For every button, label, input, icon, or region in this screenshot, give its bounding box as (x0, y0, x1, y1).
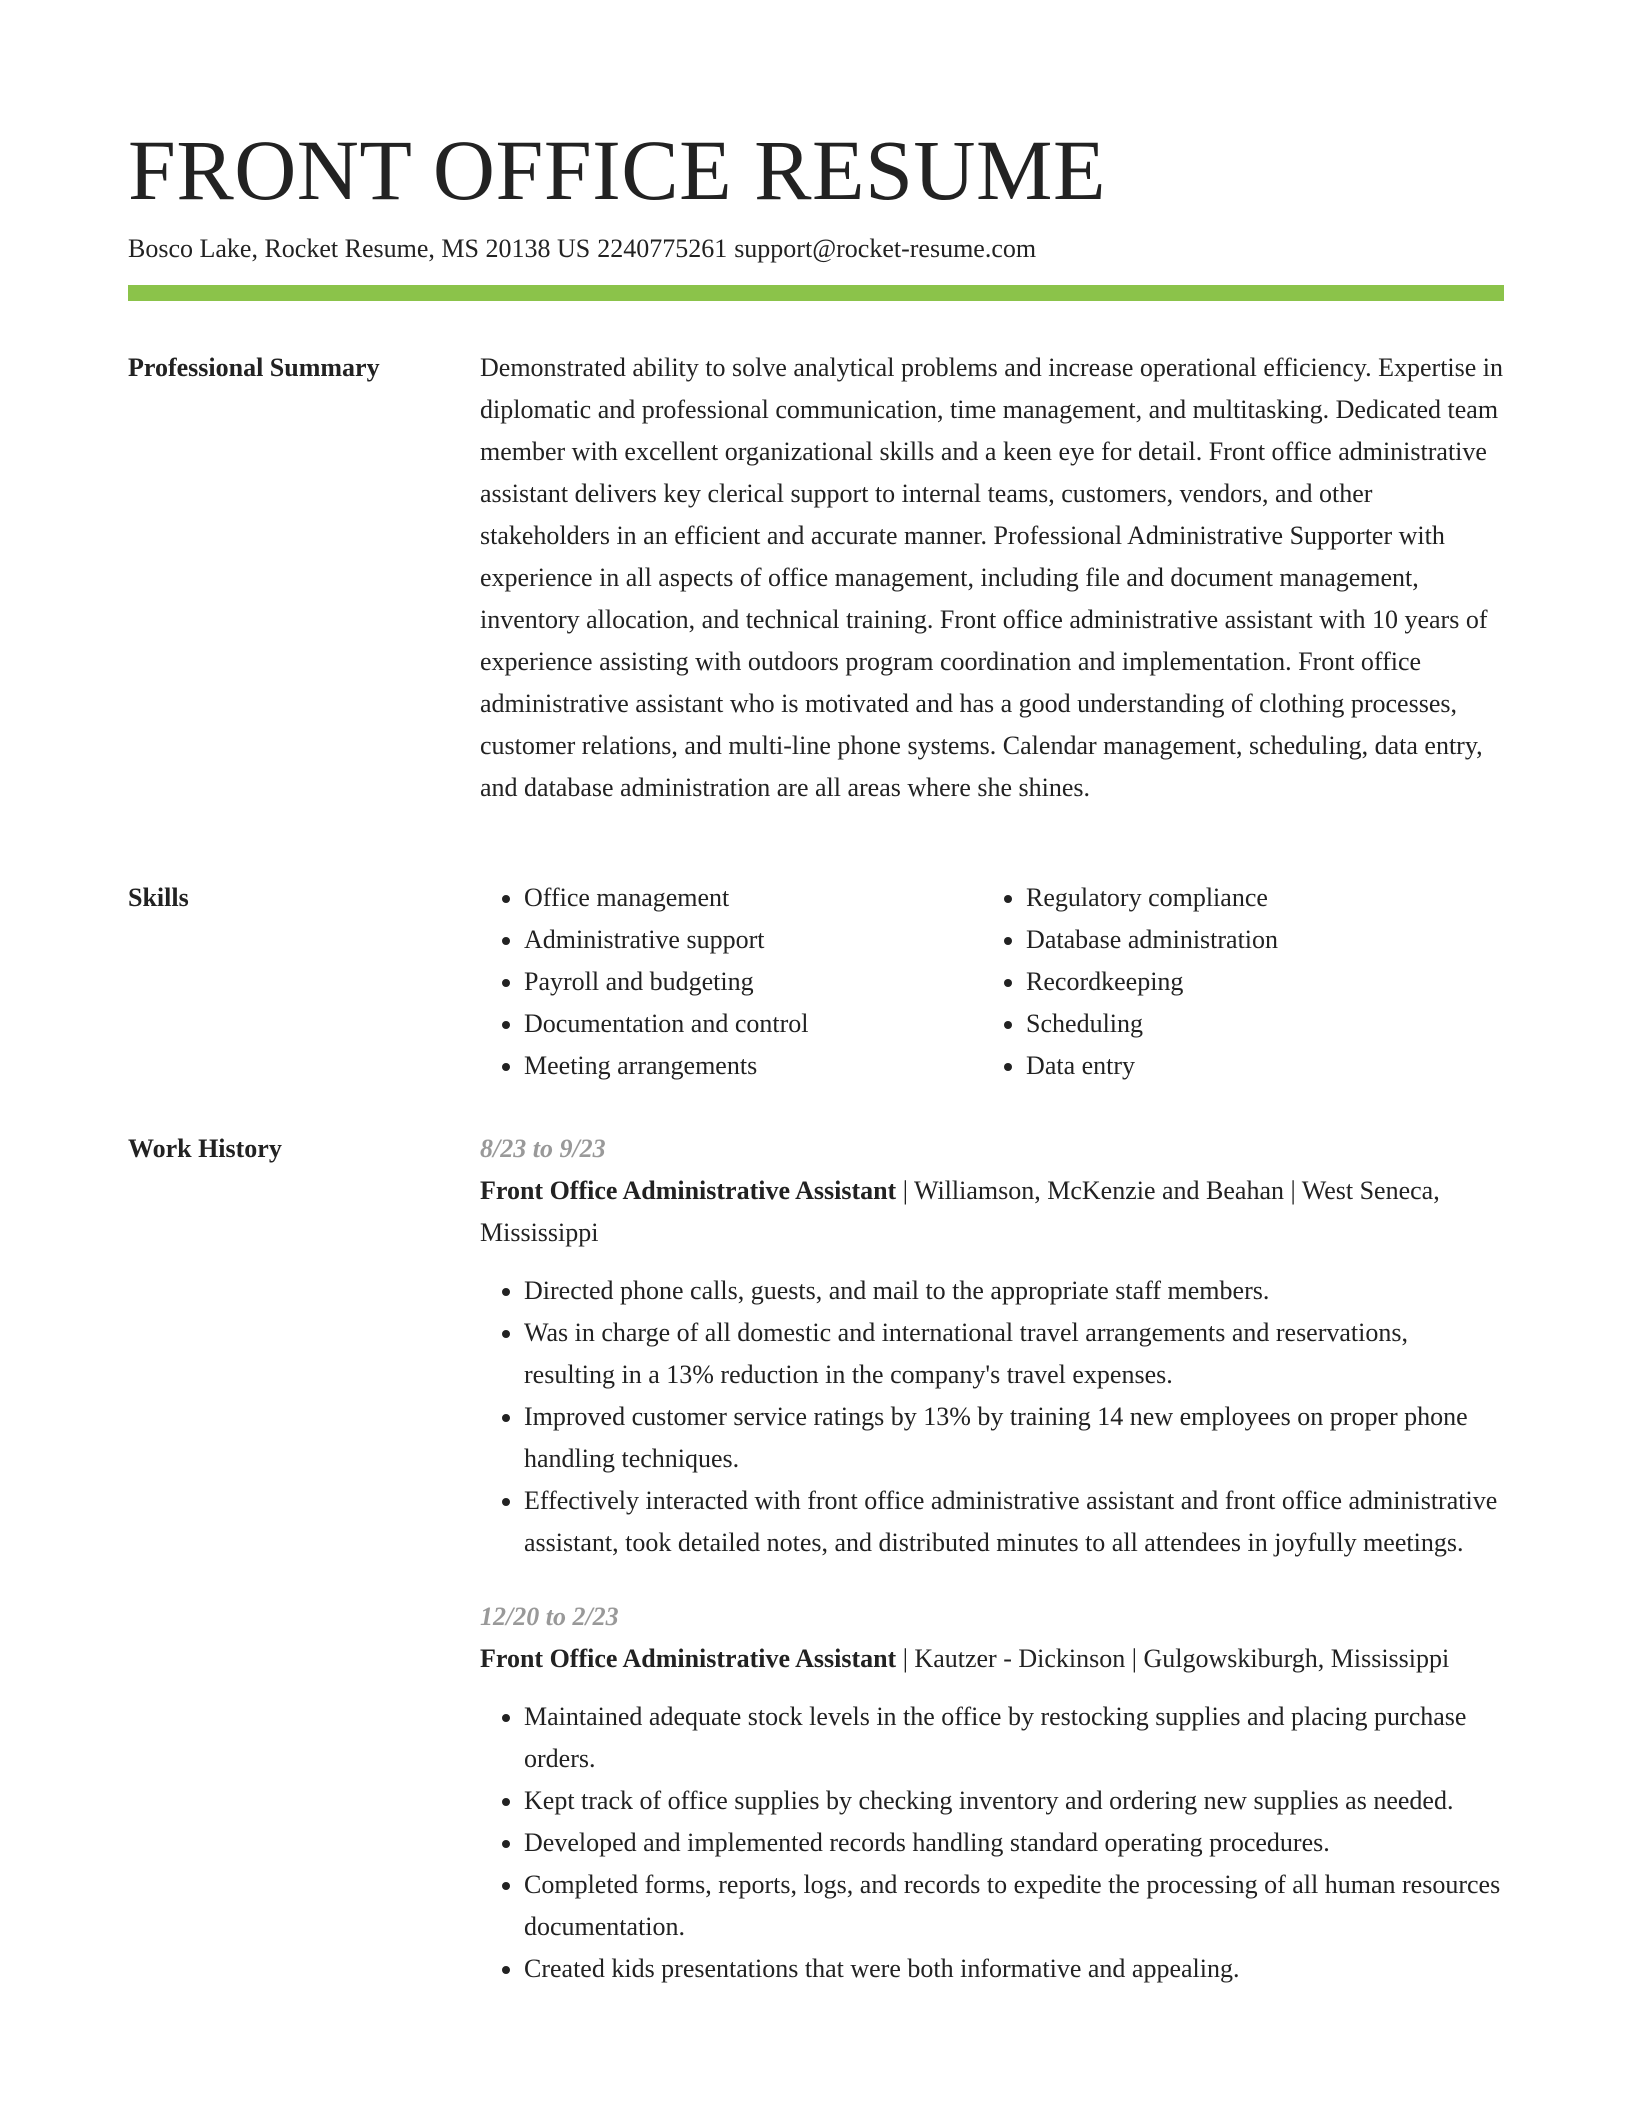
skills-list-left (480, 877, 982, 1087)
job-entry (480, 1596, 1504, 1990)
job-bullet: • Was in charge of all domestic and international travel arrangements and reservations, resulting in a 13% reduction in the company's travel expenses. (524, 1312, 1504, 1396)
skill-item: • Recordkeeping (1026, 961, 1504, 1003)
resume-title: FRONT OFFICE RESUME (128, 122, 1107, 218)
header-divider (128, 285, 1504, 301)
job-employer-location: | Kautzer - Dickinson | Gulgowskiburgh, Mississippi (896, 1644, 1450, 1673)
job-bullet: • Developed and implemented records handling standard operating procedures. (524, 1822, 1504, 1864)
job-bullet: • Effectively interacted with front office administrative assistant and front office administrative assistant, took detailed notes, and distributed minutes to all attendees in joyfully meetings. (524, 1480, 1504, 1564)
skill-item: • Regulatory compliance (1026, 877, 1504, 919)
job-bullets (480, 1270, 1504, 1564)
job-dates: 12/20 to 2/23 (480, 1602, 619, 1631)
skill-item: • Scheduling (1026, 1003, 1504, 1045)
job-bullet: • Improved customer service ratings by 13% by training 14 new employees on proper phone handling techniques. (524, 1396, 1504, 1480)
summary-text: Demonstrated ability to solve analytical problems and increase operational efficiency. Expertise in diplomatic and professional communication, time management, and multitasking. Dedicated team member with excellent organizational skills and a keen eye for detail. Front office administrative assistant delivers key clerical support to internal teams, customers, vendors, and other stakeholders in an efficient and accurate manner. Professional Administrative Supporter with experience in all aspects of office management, including file and document management, inventory allocation, and technical training. Front office administrative assistant with 10 years of experience assisting with outdoors program coordination and implementation. Front office administrative assistant who is motivated and has a good understanding of clothing processes, customer relations, and multi-line phone systems. Calendar management, scheduling, data entry, and database administration are all areas where she shines. (480, 353, 1504, 802)
skill-item: • Administrative support (524, 919, 982, 961)
summary-label: Professional Summary (128, 353, 380, 382)
job-heading (480, 1638, 1504, 1680)
job-dates: 8/23 to 9/23 (480, 1134, 606, 1163)
job-bullet: • Completed forms, reports, logs, and records to expedite the processing of all human resources documentation. (524, 1864, 1504, 1948)
skill-item: • Office management (524, 877, 982, 919)
contact-location: Bosco Lake, Rocket Resume, MS 20138 US (128, 234, 591, 263)
job-bullet: • Maintained adequate stock levels in the office by restocking supplies and placing purchase orders. (524, 1696, 1504, 1780)
skill-item: • Documentation and control (524, 1003, 982, 1045)
skills-body (480, 877, 1504, 1087)
job-title: Front Office Administrative Assistant (480, 1644, 897, 1673)
skills-columns (480, 877, 1504, 1087)
skill-item: • Database administration (1026, 919, 1504, 961)
job-bullets (480, 1696, 1504, 1990)
job-bullet: • Created kids presentations that were both informative and appealing. (524, 1948, 1504, 1990)
skill-item: • Data entry (1026, 1045, 1504, 1087)
work-history-body (480, 1128, 1504, 2022)
contact-line (128, 232, 1043, 266)
job-bullet: • Kept track of office supplies by checking inventory and ordering new supplies as needed. (524, 1780, 1504, 1822)
contact-phone: 2240775261 (597, 234, 728, 263)
job-employer-location: | Williamson, McKenzie and Beahan | West Seneca, Mississippi (480, 1176, 1440, 1247)
job-title: Front Office Administrative Assistant (480, 1176, 897, 1205)
job-bullet: • Directed phone calls, guests, and mail to the appropriate staff members. (524, 1270, 1504, 1312)
contact-email: support@rocket-resume.com (734, 234, 1037, 263)
skills-label: Skills (128, 883, 189, 912)
resume-page (128, 0, 1504, 2112)
skill-item: • Meeting arrangements (524, 1045, 982, 1087)
skill-item: • Payroll and budgeting (524, 961, 982, 1003)
work-history-label: Work History (128, 1134, 282, 1163)
skills-list-right (982, 877, 1504, 1087)
job-entry (480, 1128, 1504, 1564)
job-heading (480, 1170, 1504, 1254)
summary-body (480, 347, 1504, 809)
